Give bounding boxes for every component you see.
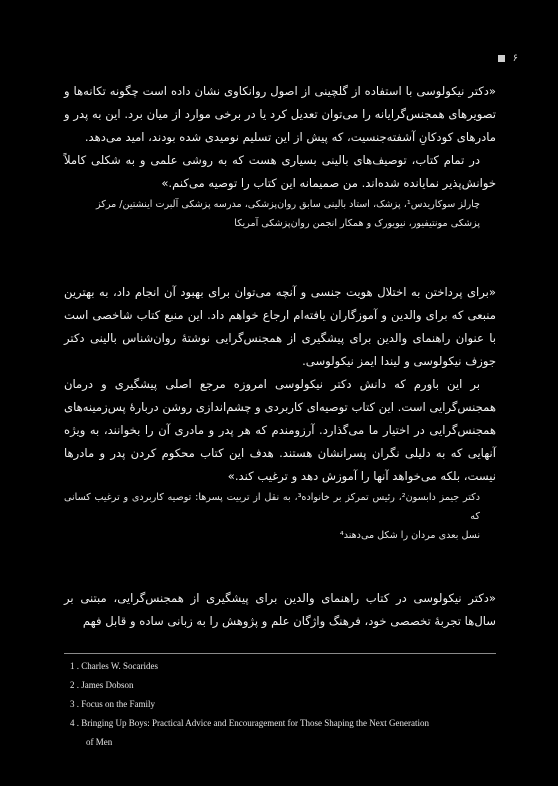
quote-1-attribution-line-1: چارلز سوکاریدس¹، پزشک، استاد بالینی سابق روان‌پزشکی، مدرسه پزشکی آلبرت اینشتین/ مرکز bbox=[95, 199, 480, 210]
page-number: ۶ bbox=[512, 52, 518, 64]
page-body bbox=[64, 80, 496, 633]
quote-1-paragraph-2: در تمام کتاب، توصیف‌های بالینی بسیاری هست که به روشی علمی و به شکلی کاملاً خوانش‌پذیر نمایانده شده‌اند. من صمیمانه این کتاب را توصیه می‌کنم.» bbox=[64, 153, 496, 190]
footnote-4-continuation: of Men bbox=[86, 737, 113, 747]
quote-2-paragraph-2: بر این باورم که دانش دکتر نیکولوسی امروزه مرجع اصلی پیشگیری و درمان همجنس‌گرایی است. این کتاب توصیه‌ای کاربردی و چشم‌اندازی روشن دربارهٔ پس‌زمینه‌های همجنس‌گرایی در اختیار ما می‌گذارد. آرزومندم که هر پدر و مادری آن را بخوانند، به ویژه آنهایی که به دلیلی نگران پسرانشان هستند. هدف این کتاب محکوم کردن پدر و مادرها نیست، بلکه می‌خواهد آنها را آموزش دهد و ترغیب کند.» bbox=[64, 377, 496, 483]
quote-2-attribution-line-2: نسل بعدی مردان را شکل می‌دهند⁴ bbox=[339, 530, 480, 541]
quote-1-attribution-line-2: پزشکی مونتیفیور، نیویورک و همکار انجمن روان‌پزشکی آمریکا bbox=[234, 218, 480, 229]
quote-1-paragraph: «دکتر نیکولوسی با استفاده از گلچینی از اصول روانکاوی نشان داده است چگونه تکانه‌ها و تصویرهای همجنس‌گرایانه را می‌توان تعدیل کرد یا در برخی موارد از میان برد. این به پدر و مادرهای کودکانِ آشفته‌جنسیت، که پیش از این تسلیم نومیدی شده بودند، امید می‌دهد. bbox=[64, 84, 496, 144]
quote-2-paragraph: «برای پرداختن به اختلال هویت جنسی و آنچه می‌توان برای بهبود آن انجام داد، به بهترین منبعی که برای والدین و آموزگاران یافته‌ام ارجاع خواهم داد. این منبع کتاب شاخصی است با عنوان راهنمای والدین برای پیشگیری از همجنس‌گرایی نوشتهٔ روان‌شناس بالینی دکتر جوزف نیکولوسی و لیندا ایمز نیکولوسی. bbox=[64, 285, 496, 368]
footnote-4: 4 . Bringing Up Boys: Practical Advice and Encouragement for Those Shaping the Next Generation bbox=[70, 718, 429, 728]
footnote-separator bbox=[64, 653, 496, 654]
footnote-2: 2 . James Dobson bbox=[70, 680, 134, 690]
footnotes bbox=[70, 657, 480, 752]
quote-1-attribution bbox=[64, 195, 496, 233]
footnote-3: 3 . Focus on the Family bbox=[70, 699, 155, 709]
header-square-icon bbox=[498, 55, 505, 62]
quote-2-attribution bbox=[64, 488, 496, 545]
quote-2-attribution-line-1: دکتر جیمز دابسون²، رئیس تمرکز بر خانواده³، به نقل از تربیت پسرها: توصیه کاربردی و ترغیب کسانی که bbox=[64, 492, 480, 522]
page-header bbox=[458, 50, 518, 66]
quote-3-paragraph: «دکتر نیکولوسی در کتاب راهنمای والدین برای پیشگیری از همجنس‌گرایی، مبتنی بر سال‌ها تجربهٔ تخصصی خود، فرهنگ واژگان علم و پژوهش را به زبانی ساده و قابل فهم bbox=[64, 591, 496, 628]
footnote-1: 1 . Charles W. Socarides bbox=[70, 661, 158, 671]
